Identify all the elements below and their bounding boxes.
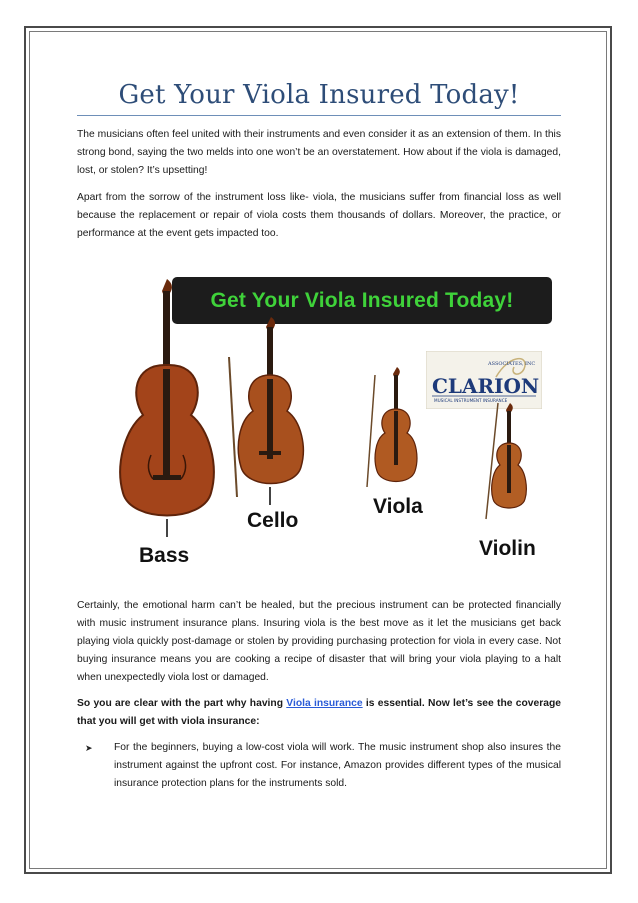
image-banner-text: Get Your Viola Insured Today! xyxy=(210,288,514,312)
violin-label: Violin xyxy=(479,537,536,560)
coverage-intro-paragraph xyxy=(77,695,561,731)
cello-illustration xyxy=(215,317,315,507)
list-item-text: For the beginners, buying a low-cost viola will work. The music instrument shop also insures the instrument against the upfront cost. For instance, Amazon provides different types of the musical insurance protection plans for the instruments sold. xyxy=(114,742,561,789)
instrument-image xyxy=(77,269,561,589)
page-title: Get Your Viola Insured Today! xyxy=(77,80,561,116)
cello-label: Cello xyxy=(247,509,299,532)
viola-label: Viola xyxy=(373,495,423,518)
loss-paragraph: Apart from the sorrow of the instrument loss like- viola, the musicians suffer from financial loss as well because the replacement or repair of viola costs them thousands of dollars. Moreover, the practice, or performance at the event gets impacted too. xyxy=(77,192,561,239)
viola-illustration xyxy=(357,367,427,497)
violin-illustration xyxy=(472,399,542,529)
logo-associates-text: ASSOCIATES, INC xyxy=(488,361,536,367)
list-item xyxy=(77,739,561,793)
intro-paragraph: The musicians often feel united with their instruments and even consider it as an extension of them. In this strong bond, saying the two melds into one won’t be an overstatement. How about if the viola is damaged, lost, or stolen? It’s upsetting! xyxy=(77,129,561,176)
bass-label: Bass xyxy=(139,544,190,567)
logo-name-text: CLARION xyxy=(432,374,540,398)
coverage-intro-after: is essential. Now let’s see the coverage that you will get with viola insurance: xyxy=(77,698,561,727)
document-body xyxy=(77,80,561,793)
protection-paragraph: Certainly, the emotional harm can’t be healed, but the precious instrument can be protected financially with music instrument insurance plans. Insuring viola is the best move as it let the musicians get back playing viola quickly post-damage or stolen by providing purchasing protection for viola in every case. Not buying insurance means you are cooking a recipe of disaster that will bring your viola playing to a halt when unexpectedly viola lost or damaged. xyxy=(77,600,561,683)
logo-sub-text: MUSICAL INSTRUMENT INSURANCE xyxy=(434,398,508,403)
coverage-intro-before: So you are clear with the part why having xyxy=(77,698,287,709)
arrow-bullet-icon: ➤ xyxy=(85,743,93,753)
viola-insurance-link[interactable]: Viola insurance xyxy=(286,698,363,709)
